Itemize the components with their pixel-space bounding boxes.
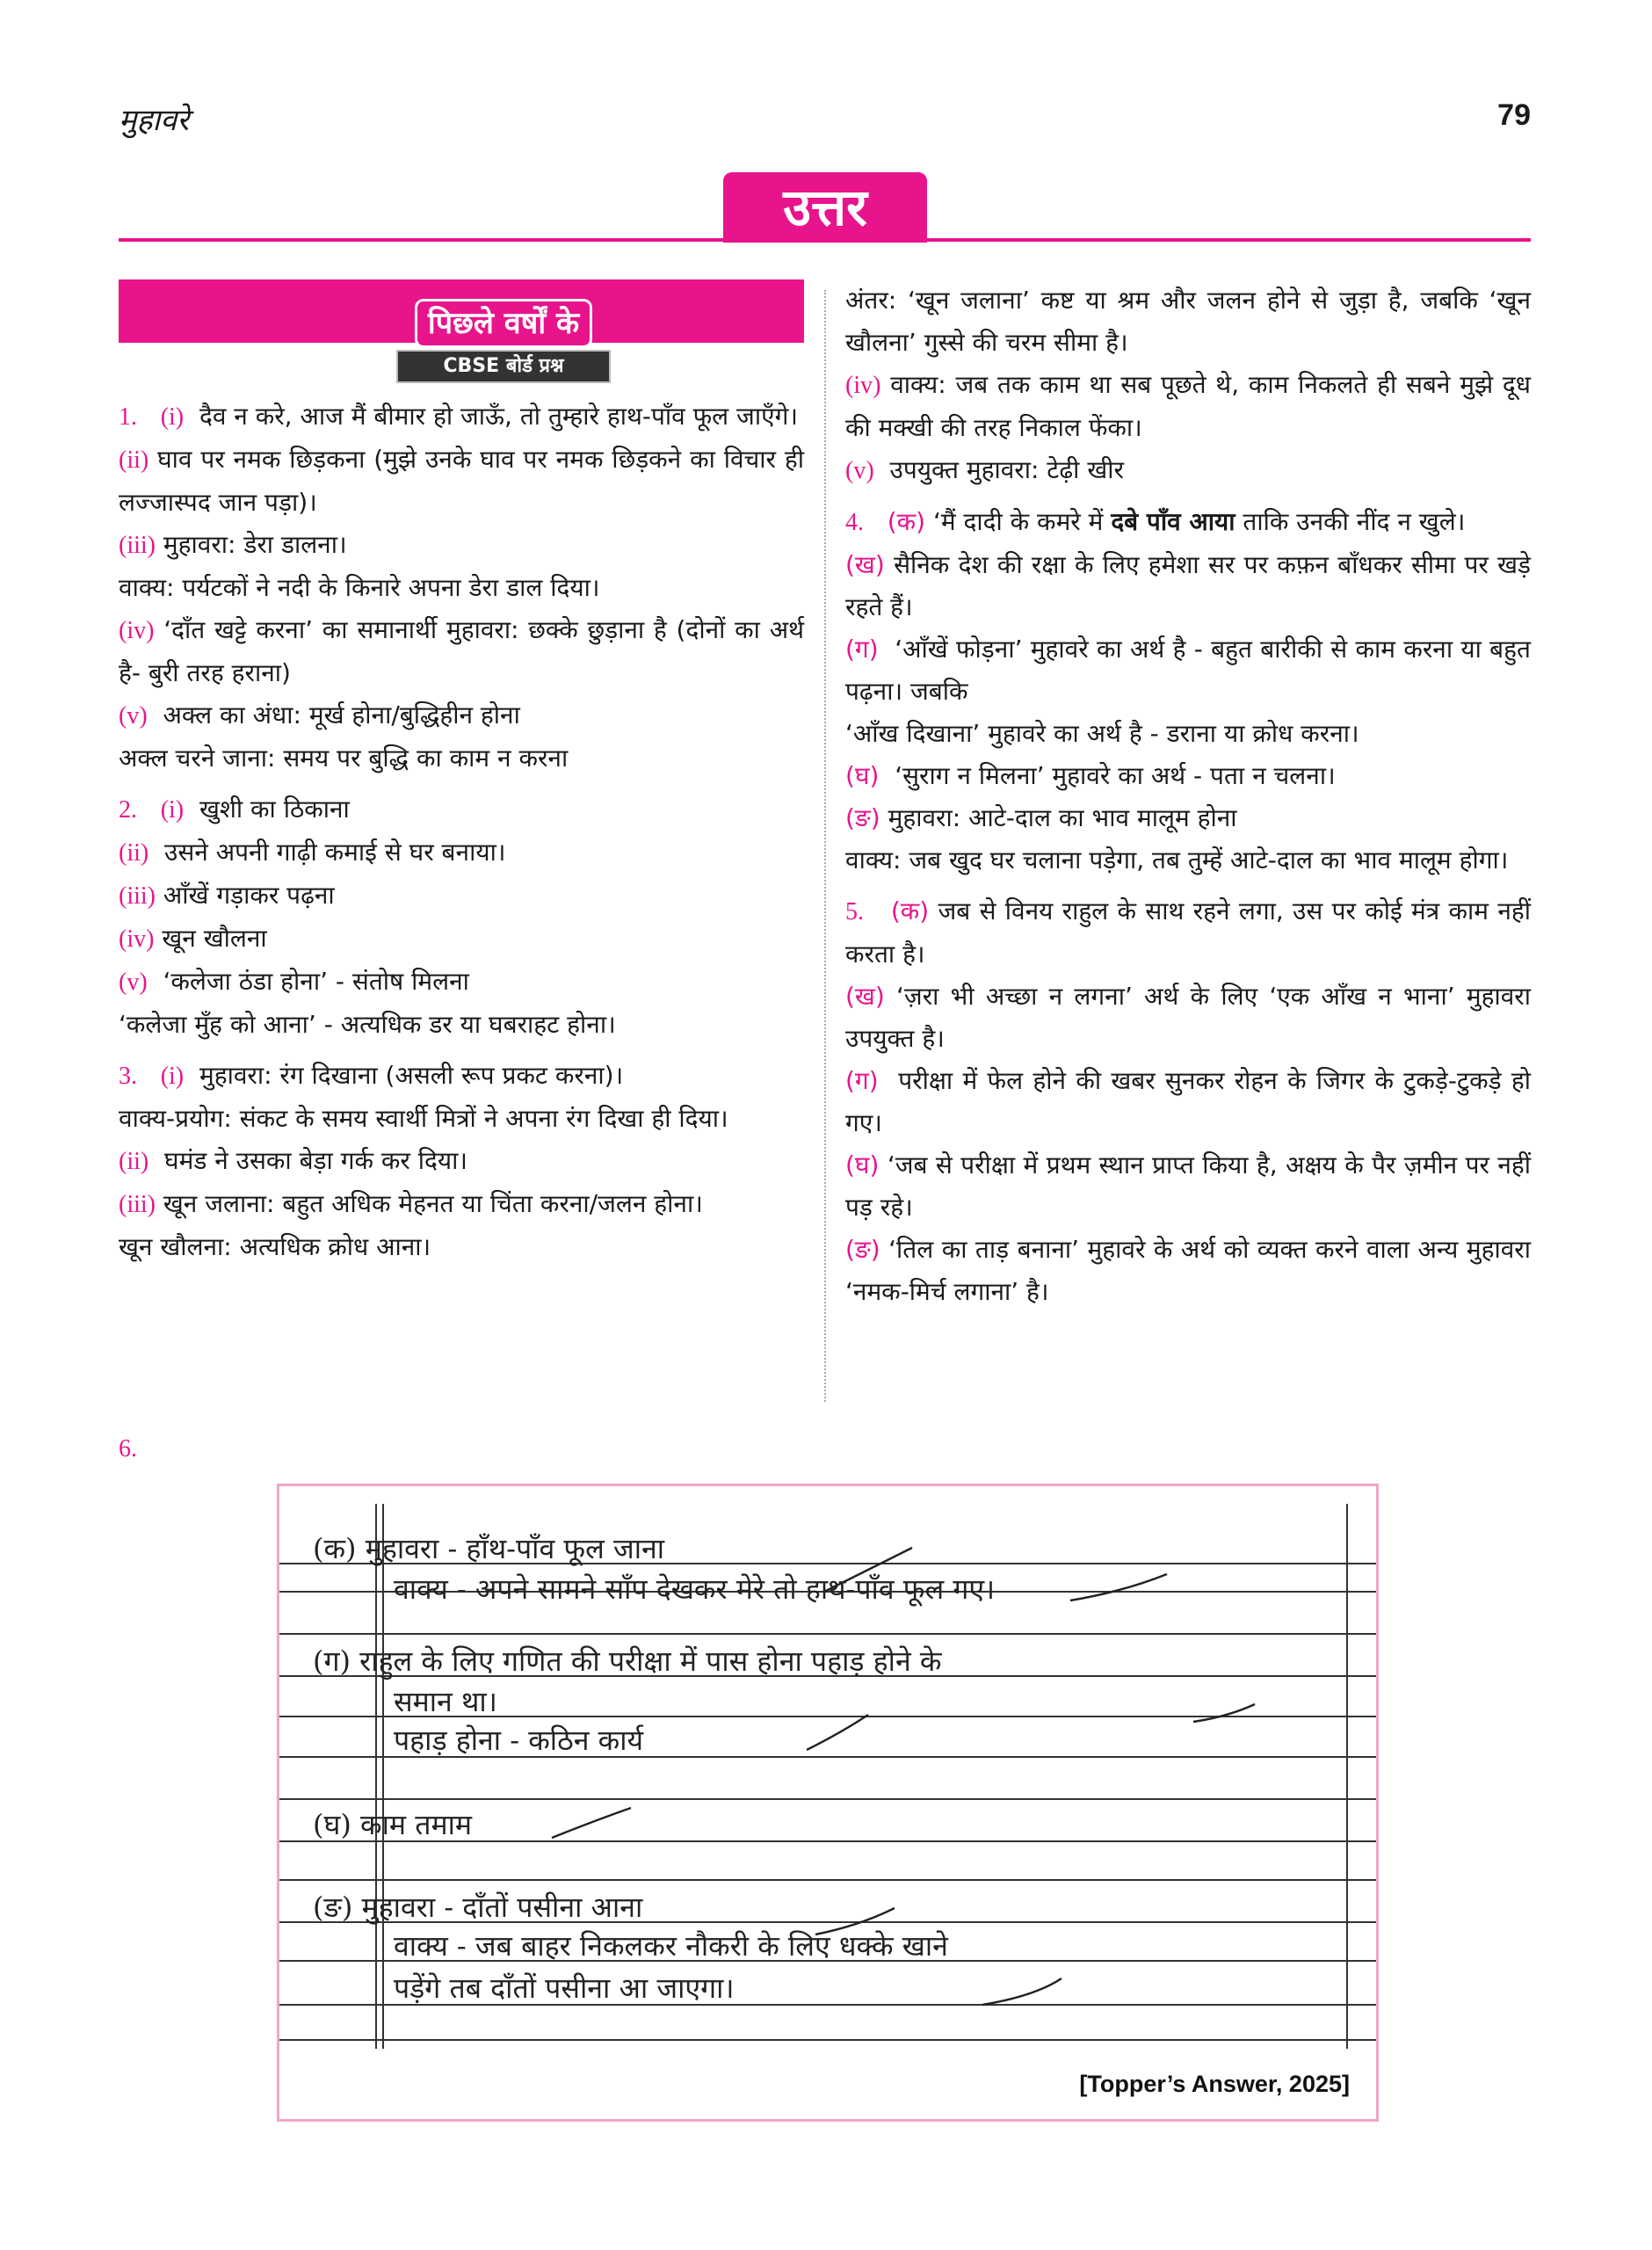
q4-ka-pre: ‘मैं दादी के कमरे में (932, 507, 1112, 536)
q3-v-text: उपयुक्त मुहावरा: टेढ़ी खीर (889, 455, 1124, 484)
q6-number: 6. (119, 1435, 137, 1462)
q2-number: 2. (119, 796, 137, 824)
q2-ii-label: (ii) (119, 839, 149, 867)
q5-kha-text: ‘ज़रा भी अच्छा न लगना’ अर्थ के लिए ‘एक आँख न भाना’ मुहावरा उपयुक्त है। (845, 982, 1531, 1053)
q3-iv (845, 364, 1531, 449)
q1-i (119, 396, 804, 439)
q3-i (119, 1055, 804, 1098)
q1-ii (119, 439, 804, 524)
q4-ka (845, 501, 1531, 544)
q3-v (845, 449, 1531, 492)
q2-ii (119, 831, 804, 875)
tick-mark (1070, 1574, 1167, 1600)
q4-ka-label: (क) (887, 507, 926, 536)
q1-iv (119, 609, 804, 694)
banner (119, 279, 804, 377)
q5-ka-text: जब से विनय राहुल के साथ रहने लगा, उस पर कोई मंत्र काम नहीं करता है। (845, 896, 1531, 969)
tick-mark (807, 1715, 868, 1750)
q5-ga (845, 1060, 1531, 1144)
q3-iii-label: (iii) (119, 1191, 156, 1218)
q1-iv-text: ‘दाँत खट्टे करना’ का समानार्थी मुहावरा: छक्के छुड़ाना है (दोनों का अर्थ है- बुरी तरह हराना) (119, 615, 804, 687)
q3-ii-text: घमंड ने उसका बेड़ा गर्क कर दिया। (164, 1146, 467, 1175)
q3-iii (119, 1183, 804, 1226)
q3-number: 3. (119, 1063, 137, 1090)
hw-line-7: (ङ) मुहावरा - दाँतों पसीना आना (313, 1891, 643, 1924)
running-head: मुहावरे (119, 105, 190, 137)
q4-number: 4. (845, 509, 864, 536)
q1-i-text: दैव न करे, आज मैं बीमार हो जाऊँ, तो तुम्हारे हाथ-पाँव फूल जाएँगे। (199, 402, 798, 431)
q5-ka-label: (क) (890, 896, 930, 925)
q4-ka-post: ताकि उनकी नींद न खुले। (1235, 507, 1466, 536)
hw-line-9: पड़ेंगे तब दाँतों पसीना आ जाएगा। (394, 1971, 735, 2005)
q3-contrast: अंतर: ‘खून जलाना’ कष्ट या श्रम और जलन होने से जुड़ा है, जबकि ‘खून खौलना’ गुस्से की चरम सीमा है। (845, 286, 1531, 357)
q3-i-label: (i) (160, 1063, 185, 1090)
q2-iii (119, 875, 804, 918)
q1-v (119, 694, 804, 737)
q3-iii-extra: खून खौलना: अत्यधिक क्रोध आना। (119, 1232, 431, 1261)
q4-nga (845, 797, 1531, 839)
q4-gha-text: ‘सुराग न मिलना’ मुहावरे का अर्थ - पता न चलना। (895, 761, 1336, 790)
q2-iv-text: खून खौलना (162, 924, 267, 953)
q1-iii (119, 524, 804, 567)
q1-ii-text: घाव पर नमक छिड़कना (मुझे उनके घाव पर नमक छिड़कने का विचार ही लज्जास्पद जान पड़ा)। (119, 445, 804, 517)
q1-i-label: (i) (160, 403, 185, 431)
q4-nga-extra: वाक्य: जब खुद घर चलाना पड़ेगा, तब तुम्हें आटे-दाल का भाव मालूम होगा। (845, 846, 1509, 875)
q3-ii-label: (ii) (119, 1148, 149, 1175)
q1-v-text: अक्ल का अंधा: मूर्ख होना/बुद्धिहीन होना (163, 700, 520, 729)
q5-gha (845, 1144, 1531, 1229)
q5-nga (845, 1229, 1531, 1313)
q2-v-label: (v) (119, 969, 148, 996)
q5-ka (845, 890, 1531, 976)
hw-line-6: (घ) काम तमाम (313, 1808, 473, 1841)
q2-v-extra: ‘कलेजा मुँह को आना’ - अत्यधिक डर या घबराहट होना। (119, 1010, 616, 1039)
q5-nga-label: (ङ) (845, 1235, 880, 1264)
column-divider (824, 290, 826, 1402)
banner-title: पिछले वर्षों के (415, 299, 592, 348)
hw-line-2: वाक्य - अपने सामने साँप देखकर मेरे तो हाथ-पाँव फूल गए। (394, 1572, 996, 1606)
hw-line-4: समान था। (394, 1685, 497, 1718)
q5-gha-label: (घ) (845, 1150, 880, 1179)
q3-iii-text: खून जलाना: बहुत अधिक मेहनत या चिंता करना/जलन होना। (163, 1189, 703, 1218)
q2-iv (119, 918, 804, 961)
q2-v (119, 961, 804, 1004)
q4-ga-extra: ‘आँख दिखाना’ मुहावरे का अर्थ है - डराना या क्रोध करना। (845, 719, 1359, 748)
hw-line-1: (क) मुहावरा - हाँथ-पाँव फूल जाना (313, 1532, 665, 1565)
q3-i-text: मुहावरा: रंग दिखाना (असली रूप प्रकट करना)। (199, 1061, 624, 1090)
hw-line-3: (ग) राहुल के लिए गणित की परीक्षा में पास होना पहाड़ होने के (313, 1644, 942, 1678)
banner-badge (328, 299, 679, 383)
hw-line-8: वाक्य - जब बाहर निकलकर नौकरी के लिए धक्के खाने (394, 1929, 948, 1963)
tick-mark (982, 1978, 1061, 2005)
q4-ka-bold: दबे पाँव आया (1111, 507, 1235, 536)
section-title: उत्तर (723, 172, 927, 243)
notebook-page (279, 1486, 1376, 2049)
banner-subtitle: CBSE बोर्ड प्रश्न (396, 350, 611, 383)
q1-number: 1. (119, 403, 137, 431)
tick-mark (1193, 1704, 1255, 1722)
source-citation: [Topper’s Answer, 2025] (1079, 2071, 1350, 2097)
q3-v-label: (v) (845, 457, 874, 484)
q4-kha (845, 544, 1531, 628)
hw-line-5: पहाड़ होना - कठिन कार्य (394, 1724, 644, 1757)
q4-ga-text: ‘आँखें फोड़ना’ मुहावरे का अर्थ है - बहुत बारीकी से काम करना या बहुत पढ़ना। जबकि (845, 635, 1531, 706)
q2-iv-label: (iv) (119, 925, 155, 953)
q1-iv-label: (iv) (119, 617, 155, 644)
q3-iv-text: वाक्य: जब तक काम था सब पूछते थे, काम निकलते ही सबने मुझे दूध की मक्खी की तरह निकाल फेंका। (845, 370, 1531, 442)
q1-iii-extra: वाक्य: पर्यटकों ने नदी के किनारे अपना डेरा डाल दिया। (119, 573, 600, 602)
q3-ii (119, 1140, 804, 1183)
q1-ii-label: (ii) (119, 446, 149, 474)
q4-gha (845, 755, 1531, 797)
q2-i-label: (i) (160, 796, 185, 824)
q5-gha-text: ‘जब से परीक्षा में प्रथम स्थान प्राप्त किया है, अक्षय के पैर ज़मीन पर नहीं पड़ रहे। (845, 1150, 1531, 1222)
q2-iii-label: (iii) (119, 882, 156, 910)
q1-iii-label: (iii) (119, 532, 156, 559)
right-column (845, 279, 1531, 1313)
left-column (119, 279, 804, 1268)
q5-kha-label: (ख) (845, 982, 885, 1011)
q4-ga-label: (ग) (845, 635, 879, 664)
tick-mark (552, 1808, 631, 1838)
q2-i (119, 788, 804, 831)
q1-v-extra: अक्ल चरने जाना: समय पर बुद्धि का काम न करना (119, 744, 569, 773)
page-number: 79 (1497, 98, 1531, 132)
q4-nga-label: (ङ) (845, 803, 880, 832)
q4-kha-label: (ख) (845, 550, 885, 579)
q2-ii-text: उसने अपनी गाढ़ी कमाई से घर बनाया। (164, 838, 506, 867)
q3-i-extra: वाक्य-प्रयोग: संकट के समय स्वार्थी मित्रों ने अपना रंग दिखा ही दिया। (119, 1104, 728, 1133)
q4-nga-text: मुहावरा: आटे-दाल का भाव मालूम होना (888, 803, 1237, 832)
q5-kha (845, 976, 1531, 1060)
handwritten-answer (277, 1484, 1379, 2122)
q1-v-label: (v) (119, 702, 148, 729)
q2-v-text: ‘कलेजा ठंडा होना’ - संतोष मिलना (163, 967, 469, 996)
q1-iii-text: मुहावरा: डेरा डालना। (163, 530, 347, 559)
q5-ga-text: परीक्षा में फेल होने की खबर सुनकर रोहन के जिगर के टुकड़े-टुकड़े हो गए। (845, 1066, 1531, 1137)
q4-gha-label: (घ) (845, 761, 880, 790)
q2-iii-text: आँखें गड़ाकर पढ़ना (163, 881, 335, 910)
q4-ga (845, 628, 1531, 713)
q5-ga-label: (ग) (845, 1066, 879, 1095)
q2-i-text: खुशी का ठिकाना (199, 795, 350, 824)
q4-kha-text: सैनिक देश की रक्षा के लिए हमेशा सर पर कफ़न बाँधकर सीमा पर खड़े रहते हैं। (845, 550, 1531, 621)
q3-iv-label: (iv) (845, 372, 881, 399)
q5-number: 5. (845, 898, 864, 925)
q5-nga-text: ‘तिल का ताड़ बनाना’ मुहावरे के अर्थ को व्यक्त करने वाला अन्य मुहावरा ‘नमक-मिर्च लगाना’ है। (845, 1235, 1531, 1306)
